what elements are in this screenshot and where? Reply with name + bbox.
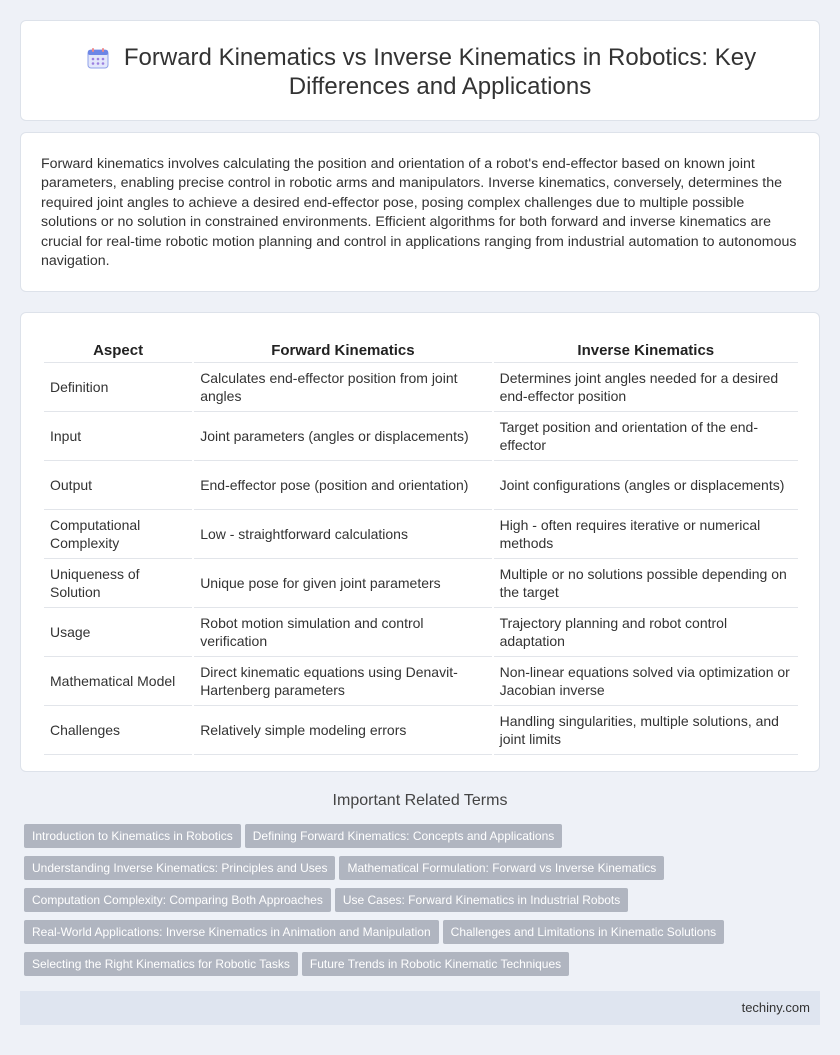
cell-inverse: Joint configurations (angles or displacements) — [494, 461, 798, 510]
related-tag[interactable]: Use Cases: Forward Kinematics in Industrial Robots — [335, 888, 628, 912]
cell-forward: End-effector pose (position and orientation) — [194, 461, 491, 510]
related-tag[interactable]: Defining Forward Kinematics: Concepts and Applications — [245, 824, 563, 848]
cell-inverse: Trajectory planning and robot control adaptation — [494, 608, 798, 657]
cell-forward: Robot motion simulation and control verification — [194, 608, 491, 657]
cell-inverse: High - often requires iterative or numerical methods — [494, 510, 798, 559]
table-row — [44, 363, 798, 412]
intro-paragraph: Forward kinematics involves calculating the position and orientation of a robot's end-effector based on known joint parameters, enabling precise control in robotic arms and manipulators. Inverse kinematics, conversely, determines the required joint angles to achieve a desired end-effector pose, posing complex challenges due to multiple possible solutions or no solution in constrained environments. Efficient algorithms for both forward and inverse kinematics are crucial for real-time robotic motion planning and control in applications ranging from industrial automation to autonomous navigation. — [41, 156, 797, 270]
related-tag[interactable]: Selecting the Right Kinematics for Robotic Tasks — [24, 952, 298, 976]
related-tag[interactable]: Computation Complexity: Comparing Both Approaches — [24, 888, 331, 912]
header-forward: Forward Kinematics — [194, 333, 491, 363]
related-tag[interactable]: Mathematical Formulation: Forward vs Inverse Kinematics — [339, 856, 664, 880]
cell-forward: Direct kinematic equations using Denavit-Hartenberg parameters — [194, 657, 491, 706]
cell-aspect: Output — [44, 461, 192, 510]
table-row — [44, 657, 798, 706]
table-row — [44, 412, 798, 461]
table-row — [44, 608, 798, 657]
cell-inverse: Handling singularities, multiple solutions, and joint limits — [494, 706, 798, 755]
related-tags — [24, 824, 784, 984]
cell-forward: Low - straightforward calculations — [194, 510, 491, 559]
cell-aspect: Mathematical Model — [44, 657, 192, 706]
cell-forward: Relatively simple modeling errors — [194, 706, 491, 755]
related-tag[interactable]: Introduction to Kinematics in Robotics — [24, 824, 241, 848]
cell-aspect: Definition — [44, 363, 192, 412]
table-row — [44, 510, 798, 559]
cell-forward: Joint parameters (angles or displacements) — [194, 412, 491, 461]
table-row — [44, 559, 798, 608]
table-row — [44, 706, 798, 755]
related-tag[interactable]: Challenges and Limitations in Kinematic Solutions — [443, 920, 724, 944]
header-aspect: Aspect — [44, 333, 192, 363]
cell-forward: Calculates end-effector position from joint angles — [194, 363, 491, 412]
footer — [20, 991, 820, 1025]
intro-card — [20, 132, 820, 292]
cell-aspect: Challenges — [44, 706, 192, 755]
comparison-table — [42, 333, 800, 755]
footer-site[interactable]: techiny.com — [741, 1000, 810, 1015]
related-tag[interactable]: Future Trends in Robotic Kinematic Techniques — [302, 952, 569, 976]
title-card — [20, 20, 820, 121]
related-tag[interactable]: Understanding Inverse Kinematics: Principles and Uses — [24, 856, 335, 880]
cell-aspect: Usage — [44, 608, 192, 657]
cell-inverse: Multiple or no solutions possible depending on the target — [494, 559, 798, 608]
table-row — [44, 461, 798, 510]
cell-inverse: Determines joint angles needed for a desired end-effector position — [494, 363, 798, 412]
table-header-row — [44, 333, 798, 363]
cell-inverse: Target position and orientation of the end-effector — [494, 412, 798, 461]
page-title: Forward Kinematics vs Inverse Kinematics in Robotics: Key Differences and Applications — [123, 44, 757, 100]
comparison-table-card — [20, 312, 820, 772]
cell-forward: Unique pose for given joint parameters — [194, 559, 491, 608]
cell-aspect: Input — [44, 412, 192, 461]
cell-inverse: Non-linear equations solved via optimization or Jacobian inverse — [494, 657, 798, 706]
related-tag[interactable]: Real-World Applications: Inverse Kinematics in Animation and Manipulation — [24, 920, 439, 944]
cell-aspect: Computational Complexity — [44, 510, 192, 559]
related-terms-title: Important Related Terms — [332, 792, 508, 809]
cell-aspect: Uniqueness of Solution — [44, 559, 192, 608]
header-inverse: Inverse Kinematics — [494, 333, 798, 363]
